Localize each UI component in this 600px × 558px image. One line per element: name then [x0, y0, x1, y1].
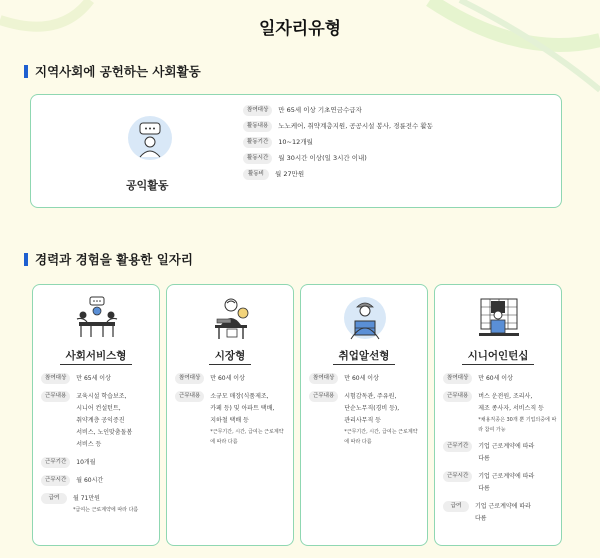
value-line: 관리사무직 등 [344, 417, 381, 424]
meeting-group-icon [73, 295, 121, 341]
info-label: 근무시간 [443, 471, 472, 482]
info-label: 활동기간 [243, 137, 272, 148]
info-label: 참여대상 [309, 373, 338, 384]
info-value [73, 493, 138, 515]
info-value [76, 391, 132, 451]
worker-box-icon [341, 295, 389, 341]
info-value [210, 373, 245, 385]
value-line: 기업 근로계약에 따라 [478, 443, 535, 450]
card-title [301, 348, 427, 363]
card-title-text: 시니어인턴십 [462, 350, 535, 365]
value-line: 버스 운전원, 조리사, [478, 393, 533, 400]
value-note: *채용직종은 30개 뿐 기업의중에 따라 참여 가능 [478, 417, 557, 433]
info-value [478, 441, 534, 465]
info-value [76, 475, 103, 487]
info-value: 만 65세 이상 기초연금수급자 [278, 106, 362, 114]
value-note: *근무기간, 시간, 급여는 근로계약에 따라 다름 [344, 429, 418, 445]
info-value [475, 501, 531, 525]
value-line: 카페 등) 및 아파트 택배, [210, 405, 275, 412]
info-label: 참여대상 [175, 373, 204, 384]
job-placement-card [300, 284, 428, 546]
value-line: 월 60시간 [76, 477, 104, 484]
value-line: 시험감독관, 주유원, [344, 393, 397, 400]
card-title [33, 348, 159, 363]
market-vendor-icon [207, 295, 255, 341]
info-value: 노노케어, 취약계층지원, 공공시설 봉사, 경륜전수 활동 [278, 122, 433, 130]
info-row [443, 441, 557, 465]
info-label: 근무내용 [443, 391, 472, 402]
info-row [443, 501, 557, 525]
info-list [309, 373, 423, 453]
card-title: 공익활동 [126, 179, 169, 192]
info-label: 근무기간 [41, 457, 70, 468]
info-row [443, 391, 557, 435]
value-line: 만 60세 이상 [210, 375, 245, 382]
value-line: 소규모 매장(식품제조, [210, 393, 269, 400]
info-label: 근무내용 [175, 391, 204, 402]
card-title-text: 사회서비스형 [60, 350, 133, 365]
value-line: 10개월 [76, 459, 96, 466]
info-value: 10~12개월 [278, 138, 313, 146]
info-row [41, 457, 155, 469]
section-heading-career [24, 250, 193, 268]
info-row [41, 373, 155, 385]
info-list [175, 373, 289, 453]
value-line: 시니어 컨설턴트, [76, 405, 121, 412]
value-line: 다름 [475, 515, 487, 522]
page-title: 일자리유형 [258, 19, 342, 39]
value-line: 만 60세 이상 [344, 375, 379, 382]
info-row [243, 121, 433, 132]
value-line: 다름 [478, 485, 490, 492]
market-card [166, 284, 294, 546]
value-line: 다름 [478, 455, 490, 462]
info-label: 급여 [443, 501, 469, 512]
info-value [344, 391, 422, 447]
info-row [243, 105, 433, 116]
value-line: 만 60세 이상 [478, 375, 513, 382]
info-value: 월 27만원 [275, 170, 305, 178]
value-line: 단순노무직(경비 등), [344, 405, 400, 412]
value-line: 월 71만원 [73, 495, 100, 502]
info-label: 참여대상 [443, 373, 472, 384]
info-row [309, 373, 423, 385]
info-row [443, 373, 557, 385]
value-line: 취약계층 공익증진 [76, 417, 125, 424]
value-line: 서비스 등 [76, 441, 102, 448]
info-label: 활동비 [243, 169, 269, 180]
info-list [243, 105, 433, 185]
value-line: 만 65세 이상 [76, 375, 111, 382]
public-activity-card [30, 94, 562, 208]
info-row [243, 169, 433, 180]
info-row [243, 153, 433, 164]
info-list [443, 373, 557, 531]
info-label: 활동내용 [243, 121, 272, 132]
value-line: 교육시설 학습보조, [76, 393, 127, 400]
info-row [443, 471, 557, 495]
info-label: 활동시간 [243, 153, 272, 164]
value-note: *근무기간, 시간, 급여는 근로계약에 따라 다름 [210, 429, 284, 445]
senior-internship-card [434, 284, 562, 546]
info-row [243, 137, 433, 148]
info-value [478, 373, 513, 385]
info-label: 참여대상 [243, 105, 272, 116]
info-row [309, 391, 423, 447]
info-label: 급여 [41, 493, 67, 504]
card-title-text: 시장형 [209, 350, 251, 365]
info-value [76, 457, 95, 469]
info-list [41, 373, 155, 521]
office-worker-icon [475, 295, 523, 341]
info-label: 근무기간 [443, 441, 472, 452]
info-value [344, 373, 379, 385]
info-row [41, 391, 155, 451]
info-row [175, 391, 289, 447]
value-line: 서비스, 노인맞춤돌봄 [76, 429, 133, 436]
info-label: 근무시간 [41, 475, 70, 486]
value-line: 제조 종사자, 서비스직 등 [478, 405, 544, 412]
info-label: 참여대상 [41, 373, 70, 384]
info-value: 월 30시간 이상(일 3시간 이내) [278, 154, 367, 162]
card-title [435, 348, 561, 363]
info-row [41, 493, 155, 515]
value-line: 지하철 택배 등 [210, 417, 249, 424]
section-heading-social [24, 62, 201, 80]
info-value [478, 391, 556, 435]
social-service-card [32, 284, 160, 546]
value-line: 기업 근로계약에 따라 [475, 503, 531, 510]
info-label: 근무내용 [309, 391, 338, 402]
heading-bar [24, 253, 28, 266]
info-row [175, 373, 289, 385]
person-speech-bubble-icon [127, 115, 173, 161]
value-note: *급여는 근로계약에 따라 다름 [73, 507, 139, 513]
section-heading-text: 경력과 경험을 활용한 일자리 [35, 252, 193, 267]
info-label: 근무내용 [41, 391, 70, 402]
section-heading-text: 지역사회에 공헌하는 사회활동 [35, 64, 201, 79]
card-title [167, 348, 293, 363]
info-value [210, 391, 288, 447]
value-line: 기업 근로계약에 따라 [478, 473, 535, 480]
info-row [41, 475, 155, 487]
card-title-text: 취업알선형 [333, 350, 396, 365]
heading-bar [24, 65, 28, 78]
info-value [478, 471, 534, 495]
info-value [76, 373, 111, 385]
